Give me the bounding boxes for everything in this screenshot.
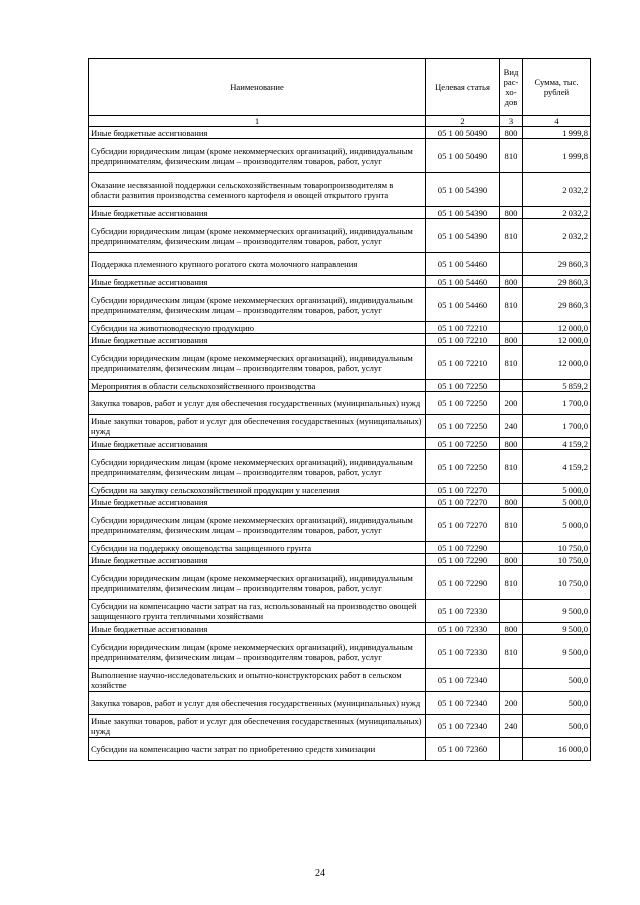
row-amount-cell: 5 000,0 — [523, 484, 591, 496]
row-target-article-cell: 05 1 00 54390 — [426, 219, 500, 253]
row-expense-type-cell: 800 — [500, 623, 523, 635]
row-expense-type-cell — [500, 380, 523, 392]
row-target-article-cell: 05 1 00 50490 — [426, 139, 500, 173]
table-row — [89, 415, 591, 438]
table-row — [89, 127, 591, 139]
header-name: Наименование — [89, 59, 426, 116]
row-target-article-cell: 05 1 00 72340 — [426, 692, 500, 715]
row-name-cell: Субсидии на поддержку овощеводства защищенного грунта — [89, 542, 426, 554]
row-name-cell: Субсидии юридическим лицам (кроме некоммерческих организаций), индивидуальным предпринимателям, физическим лицам – производителям товаров, работ, услуг — [89, 139, 426, 173]
row-name-cell: Субсидии юридическим лицам (кроме некоммерческих организаций), индивидуальным предпринимателям, физическим лицам – производителям товаров, работ, услуг — [89, 508, 426, 542]
row-expense-type-cell: 800 — [500, 554, 523, 566]
row-target-article-cell: 05 1 00 72340 — [426, 715, 500, 738]
row-expense-type-cell: 810 — [500, 635, 523, 669]
row-amount-cell: 5 859,2 — [523, 380, 591, 392]
row-expense-type-cell: 200 — [500, 392, 523, 415]
row-amount-cell: 1 700,0 — [523, 392, 591, 415]
row-name-cell: Иные бюджетные ассигнования — [89, 496, 426, 508]
row-name-cell: Субсидии юридическим лицам (кроме некоммерческих организаций), индивидуальным предпринимателям, физическим лицам – производителям товаров, работ, услуг — [89, 288, 426, 322]
row-expense-type-cell: 240 — [500, 715, 523, 738]
header-expense-type: Вид рас- хо- дов — [500, 59, 523, 116]
row-amount-cell: 2 032,2 — [523, 219, 591, 253]
row-target-article-cell: 05 1 00 72270 — [426, 484, 500, 496]
row-name-cell: Субсидии юридическим лицам (кроме некоммерческих организаций), индивидуальным предпринимателям, физическим лицам – производителям товаров, работ, услуг — [89, 566, 426, 600]
table-row — [89, 635, 591, 669]
row-expense-type-cell: 800 — [500, 496, 523, 508]
row-expense-type-cell: 800 — [500, 207, 523, 219]
row-name-cell: Иные бюджетные ассигнования — [89, 554, 426, 566]
table-row — [89, 139, 591, 173]
row-expense-type-cell: 810 — [500, 566, 523, 600]
row-name-cell: Субсидии на животноводческую продукцию — [89, 322, 426, 334]
table-row — [89, 715, 591, 738]
row-amount-cell: 29 860,3 — [523, 288, 591, 322]
table-row — [89, 173, 591, 207]
row-expense-type-cell: 810 — [500, 219, 523, 253]
table-row — [89, 346, 591, 380]
table-row — [89, 484, 591, 496]
row-name-cell: Иные бюджетные ассигнования — [89, 334, 426, 346]
row-target-article-cell: 05 1 00 72210 — [426, 346, 500, 380]
row-target-article-cell: 05 1 00 72330 — [426, 600, 500, 623]
table-row — [89, 738, 591, 761]
table-row — [89, 566, 591, 600]
row-expense-type-cell — [500, 600, 523, 623]
row-target-article-cell: 05 1 00 72270 — [426, 496, 500, 508]
table-row — [89, 219, 591, 253]
row-target-article-cell: 05 1 00 72270 — [426, 508, 500, 542]
table-row — [89, 669, 591, 692]
row-amount-cell: 1 999,8 — [523, 127, 591, 139]
row-amount-cell: 2 032,2 — [523, 173, 591, 207]
row-amount-cell: 10 750,0 — [523, 542, 591, 554]
table-header-row — [89, 59, 591, 116]
row-expense-type-cell: 800 — [500, 438, 523, 450]
row-amount-cell: 500,0 — [523, 715, 591, 738]
table-body — [89, 127, 591, 761]
row-amount-cell: 9 500,0 — [523, 623, 591, 635]
row-expense-type-cell — [500, 253, 523, 276]
row-amount-cell: 1 700,0 — [523, 415, 591, 438]
column-number: 1 — [89, 116, 426, 127]
table-row — [89, 392, 591, 415]
row-target-article-cell: 05 1 00 72330 — [426, 623, 500, 635]
row-expense-type-cell: 240 — [500, 415, 523, 438]
row-expense-type-cell — [500, 738, 523, 761]
row-name-cell: Мероприятия в области сельскохозяйственного производства — [89, 380, 426, 392]
row-expense-type-cell: 810 — [500, 139, 523, 173]
header-target-article: Целевая статья — [426, 59, 500, 116]
row-amount-cell: 10 750,0 — [523, 566, 591, 600]
row-target-article-cell: 05 1 00 54390 — [426, 207, 500, 219]
row-amount-cell: 12 000,0 — [523, 322, 591, 334]
column-number-row — [89, 116, 591, 127]
header-amount: Сумма, тыс. рублей — [523, 59, 591, 116]
row-target-article-cell: 05 1 00 72250 — [426, 450, 500, 484]
row-expense-type-cell: 810 — [500, 508, 523, 542]
row-name-cell: Оказание несвязанной поддержки сельскохозяйственным товаропроизводителям в области развития производства семенного картофеля и овощей открытого грунта — [89, 173, 426, 207]
table-row — [89, 380, 591, 392]
row-target-article-cell: 05 1 00 54460 — [426, 253, 500, 276]
row-amount-cell: 29 860,3 — [523, 276, 591, 288]
row-target-article-cell: 05 1 00 54460 — [426, 276, 500, 288]
row-target-article-cell: 05 1 00 72210 — [426, 334, 500, 346]
row-target-article-cell: 05 1 00 72210 — [426, 322, 500, 334]
row-name-cell: Субсидии юридическим лицам (кроме некоммерческих организаций), индивидуальным предпринимателям, физическим лицам – производителям товаров, работ, услуг — [89, 346, 426, 380]
row-amount-cell: 16 000,0 — [523, 738, 591, 761]
row-name-cell: Закупка товаров, работ и услуг для обеспечения государственных (муниципальных) нужд — [89, 392, 426, 415]
row-name-cell: Субсидии юридическим лицам (кроме некоммерческих организаций), индивидуальным предпринимателям, физическим лицам – производителям товаров, работ, услуг — [89, 635, 426, 669]
table-row — [89, 253, 591, 276]
row-amount-cell: 10 750,0 — [523, 554, 591, 566]
row-amount-cell: 29 860,3 — [523, 253, 591, 276]
row-target-article-cell: 05 1 00 54460 — [426, 288, 500, 322]
row-amount-cell: 500,0 — [523, 669, 591, 692]
table-row — [89, 207, 591, 219]
table-row — [89, 334, 591, 346]
row-expense-type-cell: 810 — [500, 288, 523, 322]
row-expense-type-cell — [500, 484, 523, 496]
row-expense-type-cell: 200 — [500, 692, 523, 715]
row-target-article-cell: 05 1 00 72250 — [426, 392, 500, 415]
row-name-cell: Субсидии на компенсацию части затрат по приобретению средств химизации — [89, 738, 426, 761]
row-expense-type-cell: 800 — [500, 334, 523, 346]
row-name-cell: Субсидии юридическим лицам (кроме некоммерческих организаций), индивидуальным предпринимателям, физическим лицам – производителям товаров, работ, услуг — [89, 450, 426, 484]
table-row — [89, 450, 591, 484]
row-name-cell: Поддержка племенного крупного рогатого скота молочного направления — [89, 253, 426, 276]
row-target-article-cell: 05 1 00 72290 — [426, 566, 500, 600]
table-row — [89, 288, 591, 322]
row-target-article-cell: 05 1 00 54390 — [426, 173, 500, 207]
table-row — [89, 554, 591, 566]
table-row — [89, 496, 591, 508]
row-amount-cell: 12 000,0 — [523, 334, 591, 346]
row-name-cell: Субсидии на закупку сельскохозяйственной продукции у населения — [89, 484, 426, 496]
row-expense-type-cell — [500, 669, 523, 692]
row-name-cell: Иные бюджетные ассигнования — [89, 127, 426, 139]
row-target-article-cell: 05 1 00 72290 — [426, 554, 500, 566]
row-name-cell: Иные закупки товаров, работ и услуг для обеспечения государственных (муниципальных) нужд — [89, 415, 426, 438]
column-number: 3 — [500, 116, 523, 127]
row-expense-type-cell: 810 — [500, 346, 523, 380]
row-amount-cell: 12 000,0 — [523, 346, 591, 380]
budget-table — [88, 58, 591, 761]
row-name-cell: Выполнение научно-исследовательских и опытно-конструкторских работ в сельском хозяйстве — [89, 669, 426, 692]
row-target-article-cell: 05 1 00 72360 — [426, 738, 500, 761]
row-expense-type-cell: 810 — [500, 450, 523, 484]
column-number: 2 — [426, 116, 500, 127]
row-amount-cell: 2 032,2 — [523, 207, 591, 219]
row-expense-type-cell: 800 — [500, 276, 523, 288]
row-amount-cell: 9 500,0 — [523, 600, 591, 623]
table-row — [89, 623, 591, 635]
row-amount-cell: 5 000,0 — [523, 496, 591, 508]
row-target-article-cell: 05 1 00 72250 — [426, 415, 500, 438]
row-target-article-cell: 05 1 00 72340 — [426, 669, 500, 692]
row-target-article-cell: 05 1 00 72330 — [426, 635, 500, 669]
table-row — [89, 692, 591, 715]
table-row — [89, 600, 591, 623]
table-row — [89, 438, 591, 450]
row-amount-cell: 5 000,0 — [523, 508, 591, 542]
row-amount-cell: 9 500,0 — [523, 635, 591, 669]
table-row — [89, 322, 591, 334]
row-expense-type-cell — [500, 173, 523, 207]
row-target-article-cell: 05 1 00 72290 — [426, 542, 500, 554]
table-row — [89, 276, 591, 288]
table-row — [89, 508, 591, 542]
row-amount-cell: 1 999,8 — [523, 139, 591, 173]
row-name-cell: Иные бюджетные ассигнования — [89, 276, 426, 288]
row-target-article-cell: 05 1 00 50490 — [426, 127, 500, 139]
row-name-cell: Субсидии на компенсацию части затрат на газ, использованный на производство овощей защищенного грунта тепличными хозяйствами — [89, 600, 426, 623]
row-amount-cell: 4 159,2 — [523, 450, 591, 484]
table-row — [89, 542, 591, 554]
page-number: 24 — [315, 868, 325, 879]
row-target-article-cell: 05 1 00 72250 — [426, 380, 500, 392]
row-expense-type-cell: 800 — [500, 127, 523, 139]
row-name-cell: Иные закупки товаров, работ и услуг для обеспечения государственных (муниципальных) нужд — [89, 715, 426, 738]
row-name-cell: Иные бюджетные ассигнования — [89, 438, 426, 450]
row-name-cell: Иные бюджетные ассигнования — [89, 207, 426, 219]
row-name-cell: Иные бюджетные ассигнования — [89, 623, 426, 635]
row-amount-cell: 500,0 — [523, 692, 591, 715]
row-expense-type-cell — [500, 322, 523, 334]
row-name-cell: Закупка товаров, работ и услуг для обеспечения государственных (муниципальных) нужд — [89, 692, 426, 715]
row-amount-cell: 4 159,2 — [523, 438, 591, 450]
column-number: 4 — [523, 116, 591, 127]
row-name-cell: Субсидии юридическим лицам (кроме некоммерческих организаций), индивидуальным предпринимателям, физическим лицам – производителям товаров, работ, услуг — [89, 219, 426, 253]
row-expense-type-cell — [500, 542, 523, 554]
row-target-article-cell: 05 1 00 72250 — [426, 438, 500, 450]
